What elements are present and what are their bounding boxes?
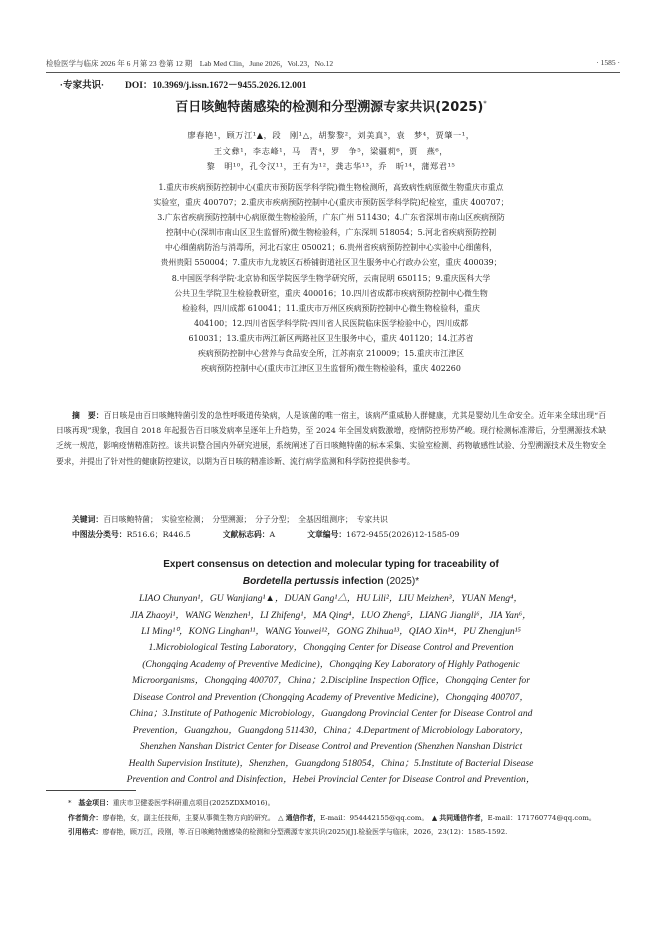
affiliation-line-en: Microorganisms，Chongqing 400707，China；2.Discipline Inspection Office，Chongqing Center for xyxy=(132,675,530,686)
author-line-en: LIAO Chunyan¹，GU Wanjiang¹▲，DUAN Gang¹△，HU Lili²，LIU Meizhen³，YUAN Meng⁴， xyxy=(139,593,523,604)
document-code xyxy=(223,529,275,540)
corr-label: 通信作者， xyxy=(285,813,321,822)
fund-footnote xyxy=(52,796,618,811)
affiliation-line: 检验科，四川成都 610041；11.重庆市万州区疾病预防控制中心微生物检验科，重庆 xyxy=(182,303,480,313)
citation-text: 廖春艳，顾万江，段刚，等.百日咳鲍特菌感染的检测和分型溯源专家共识(2025)[J].检验医学与临床，2026，23(12)：1585-1592. xyxy=(102,828,508,837)
author-info-label: 作者简介： xyxy=(68,813,103,822)
paper-title-en xyxy=(40,556,622,590)
column-tag-line xyxy=(60,77,307,91)
author-footnote xyxy=(52,811,618,826)
affiliations-cn xyxy=(52,180,610,376)
title-en-line2 xyxy=(40,573,622,590)
classification-line xyxy=(72,529,602,540)
keywords-label: 关键词： xyxy=(72,515,104,524)
affiliation-line-en: Prevention and Control and Disinfection，Hebei Provincial Center for Disease Control and Prevention， xyxy=(126,774,536,785)
document-code-value: A xyxy=(269,530,276,539)
affiliation-line: 控制中心(深圳市南山区卫生监督所)微生物检验科，广东深圳 518054；5.河北省疾病预防控制 xyxy=(165,228,497,238)
title-en-year: (2025)* xyxy=(386,576,420,587)
affiliation-line-en: 1.Microbiological Testing Laboratory，Chongqing Center for Disease Control and Prevention xyxy=(148,642,514,653)
running-head xyxy=(46,58,620,72)
keywords-cn xyxy=(72,514,388,525)
clc-value: R516.6；R446.5 xyxy=(126,530,191,539)
affiliation-line-en: Shenzhen Nanshan District Center for Disease Control and Prevention (Shenzhen Nanshan District xyxy=(139,741,523,752)
author-info: 廖春艳，女，副主任技师，主要从事微生物方向的研究。 xyxy=(102,813,272,822)
article-number-value: 1672-9455(2026)12-1585-09 xyxy=(346,530,460,539)
affiliation-line: 8.中国医学科学院·北京协和医学院医学生物学研究所，云南昆明 650115；9.重庆医科大学 xyxy=(171,273,491,283)
species-name: Bordetella pertussis xyxy=(242,576,340,587)
fund-label: 基金项目： xyxy=(78,799,113,807)
co-corr-email[interactable]: E-mail：171760774@qq.com。 xyxy=(487,813,596,822)
affiliation-line: 实验室，重庆 400707；2.重庆市疾病预防控制中心(重庆市预防医学科学院)纪检室，重庆 400707； xyxy=(153,198,509,208)
affiliation-line: 疾病预防控制中心营养与食品安全所，江苏南京 210009；15.重庆市江津区 xyxy=(197,349,465,359)
affiliation-line: 1.重庆市疾病预防控制中心(重庆市预防医学科学院)微生物检测所，高致病性病原微生物重庆市重点 xyxy=(158,183,504,192)
clc-label: 中图法分类号： xyxy=(72,530,127,539)
author-line: 黎 明¹⁰，孔令汉¹¹，王有为¹²，龚志华¹³，乔 昕¹⁴，蒲郑君¹⁵ xyxy=(206,161,456,172)
abstract-cn xyxy=(56,408,606,469)
footnote-mark: * xyxy=(68,799,72,807)
page-number: · 1585 · xyxy=(596,58,620,67)
citation-label: 引用格式： xyxy=(68,828,103,837)
citation-footnote xyxy=(52,825,618,840)
column-tag: ·专家共识· xyxy=(60,80,105,91)
corr-mark: △ xyxy=(278,813,284,822)
author-line: 廖春艳¹，顾万江¹▲，段 刚¹△，胡黎黎²，刘美真³，袁 梦⁴，贾肇一¹， xyxy=(187,130,475,140)
author-line-en: JIA Zhaoyi¹，WANG Wenzhen¹，LI Zhifeng¹，MA Qing⁴，LUO Zheng⁵，LIANG Jiangli⁶，JIA Yan⁶， xyxy=(130,609,532,621)
document-code-label: 文献标志码： xyxy=(222,530,270,539)
affiliation-line-en: Prevention，Guangzhou，Guangdong 511430，China；4.Department of Microbiology Laboratory， xyxy=(132,724,530,736)
doi[interactable]: DOI：10.3969/j.issn.1672－9455.2026.12.001 xyxy=(124,81,307,91)
affiliation-line: 疾病预防控制中心(重庆市江津区卫生监督所)微生物检验科，重庆 402260 xyxy=(201,364,461,374)
title-fund-mark: * xyxy=(483,99,487,108)
article-number xyxy=(307,529,459,540)
authors-cn xyxy=(52,128,610,175)
affiliation-line: 610031；13.重庆市两江新区两路社区卫生服务中心，重庆 401120；14.江苏省 xyxy=(188,333,474,343)
article-number-label: 文章编号： xyxy=(307,530,347,539)
title-en-rest: infection xyxy=(339,576,387,587)
author-line: 王文彝¹，李志峰¹，马 青⁴，罗 争⁵，梁疆莉⁶，贾 燕⁶， xyxy=(213,145,449,156)
clc-number xyxy=(72,529,191,540)
abstract-label: 摘 要： xyxy=(72,411,104,420)
journal-citation-line: 检验医学与临床 2026 年 6 月第 23 卷第 12 期 Lab Med Clin，June 2026，Vol.23，No.12 xyxy=(46,59,334,68)
footnote-rule xyxy=(46,790,136,791)
co-corr-mark: ▲ xyxy=(431,813,438,822)
affiliation-line: 404100；12.四川省医学科学院·四川省人民医院临床医学检验中心，四川成都 xyxy=(193,318,468,328)
fund-text: 重庆市卫健委医学科研重点项目(2025ZDXM016)。 xyxy=(112,799,275,807)
affiliation-line-en: Health Supervision Institute)，Shenzhen，Guangdong 518054，China；5.Institute of Bacterial Disease xyxy=(128,757,534,769)
title-text: 百日咳鲍特菌感染的检测和分型溯源专家共识(2025) xyxy=(175,100,484,115)
affiliation-line: 贵州贵阳 550004；7.重庆市九龙坡区石桥铺街道社区卫生服务中心行政办公室，重庆 400039； xyxy=(160,258,502,268)
affiliation-line-en: (Chongqing Academy of Preventive Medicine)，Chongqing Key Laboratory of Highly Pathogenic xyxy=(142,658,520,670)
author-line-en: LI Ming¹⁰，KONG Linghan¹¹，WANG Youwei¹²，GONG Zhihua¹³，QIAO Xin¹⁴，PU Zhengjun¹⁵ xyxy=(141,626,521,637)
affiliation-line-en: China；3.Institute of Pathogenic Microbiology，Guangdong Provincial Center for Disease Control and xyxy=(129,708,533,719)
footnotes xyxy=(52,796,618,840)
corr-email[interactable]: E-mail：954442155@qq.com。 xyxy=(320,813,425,822)
affiliation-line: 3.广东省疾病预防控制中心病原微生物检验所，广东广州 511430；4.广东省深圳市南山区疾病预防 xyxy=(157,213,505,223)
title-en-line1: Expert consensus on detection and molecular typing for traceability of xyxy=(163,559,499,570)
header-rule xyxy=(46,72,620,73)
paper-title-cn xyxy=(40,96,622,115)
affiliation-line-en: Disease Control and Prevention (Chongqing Academy of Preventive Medicine)，Chongqing 400707， xyxy=(132,691,530,703)
affiliation-line: 公共卫生学院卫生检验教研室，重庆 400016；10.四川省成都市疾病预防控制中心微生物 xyxy=(174,288,488,298)
affiliation-line: 中心细菌病防治与消毒所，河北石家庄 050021；6.贵州省疾病预防控制中心实验中心细菌科， xyxy=(164,243,498,253)
abstract-text: 百日咳是由百日咳鲍特菌引发的急性呼吸道传染病，人是该菌的唯一宿主，该病严重威胁人群健康，尤其是婴幼儿生命安全。近年来全球出现“百日咳再现”现象，我国自 2018 年起报告百日咳发病率呈逐年上升趋势，至 2024 年全国发病数激增，疫情防控形势严峻。现行检测标准滞后，分型溯源技术缺乏统一规范，影响疫情精准防控。该共识整合国内外研究进展，系统阐述了百日咳鲍特菌的标本采集、实验室检测、药物敏感性试验、分型溯源技术及生物安全要求，并提出了针对性的健康防控建议，以期为百日咳的精准诊断、流行病学监测和科学防控提供参考。 xyxy=(56,411,607,466)
affiliations-en xyxy=(46,640,616,789)
authors-en xyxy=(46,591,616,641)
co-corr-label: 共同通信作者， xyxy=(439,813,488,822)
keywords-list: 百日咳鲍特菌； 实验室检测； 分型溯源； 分子分型； 全基因组测序； 专家共识 xyxy=(103,515,388,524)
